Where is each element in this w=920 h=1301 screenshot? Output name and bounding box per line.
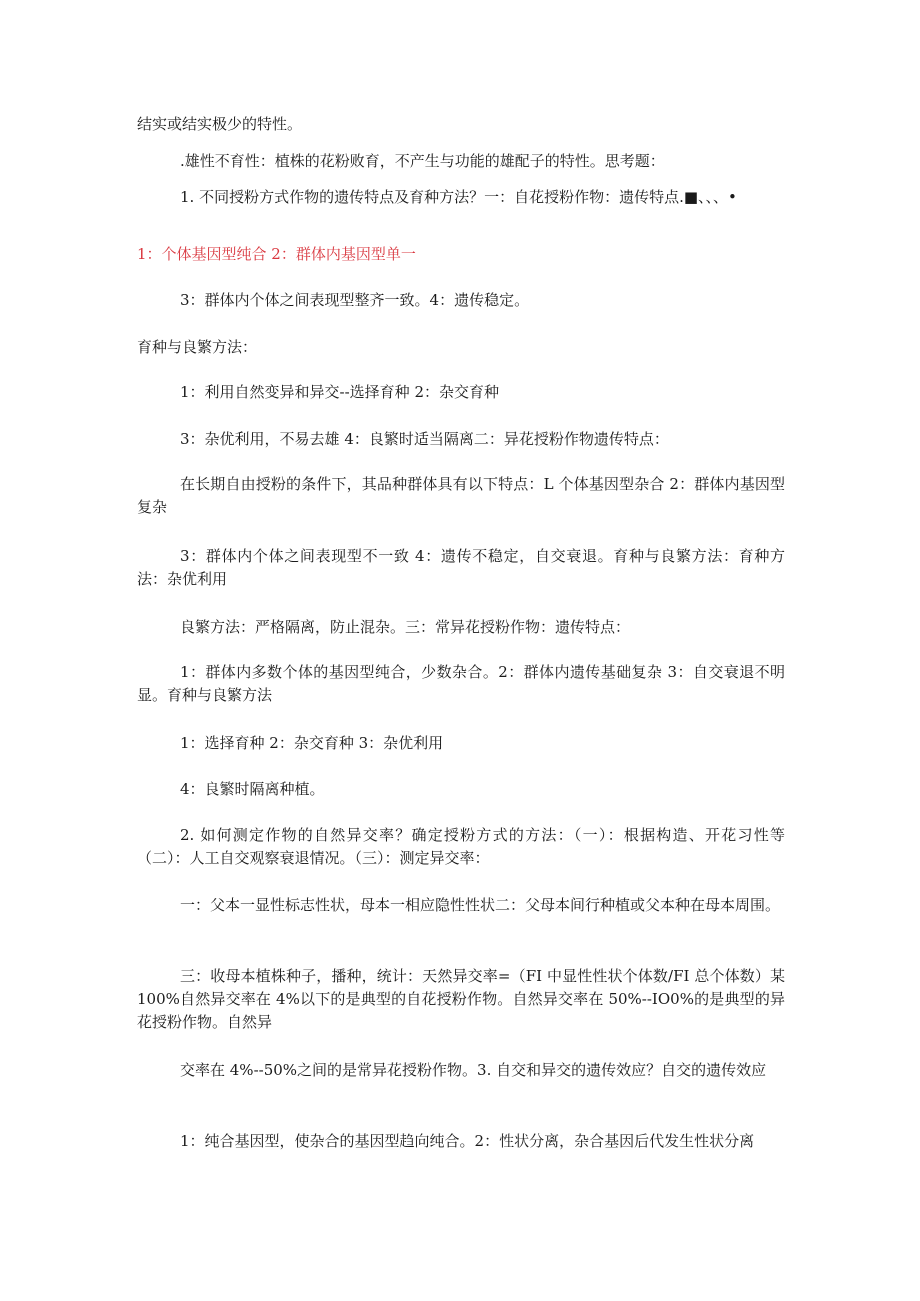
paragraph-8: 3：杂优利用，不易去雄 4：良繁时适当隔离二：异花授粉作物遗传特点： <box>180 430 669 448</box>
paragraph-2: .雄性不育性：植株的花粉败育，不产生与功能的雄配子的特性。思考题： <box>180 152 665 170</box>
paragraph-18: 交率在 4%--50%之间的是常异花授粉作物。3. 自交和异交的遗传效应？自交的遗传效应 <box>180 1061 767 1079</box>
paragraph-15: 2. 如何测定作物的自然异交率？确定授粉方式的方法：（一）：根据构造、开花习性等（二）：人工自交观察衰退情况。（三）：测定异交率： <box>137 826 785 867</box>
paragraph-7: 1：利用自然变异和异交--选择育种 2：杂交育种 <box>180 383 499 401</box>
paragraph-13: 1：选择育种 2：杂交育种 3：杂优利用 <box>180 734 444 752</box>
paragraph-10: 3：群体内个体之间表现型不一致 4：遗传不稳定，自交衰退。育种与良繁方法：育种方法：杂优利用 <box>137 547 785 588</box>
paragraph-6: 育种与良繁方法： <box>137 338 258 356</box>
paragraph-5: 3：群体内个体之间表现型整齐一致。4：遗传稳定。 <box>180 291 530 309</box>
paragraph-17: 三：收母本植株种子，播种，统计：天然异交率=（FI 中显性性状个体数/FI 总个体数）某 100%自然异交率在 4%以下的是典型的自花授粉作物。自然异交率在 50%--IO0%的是典型的异花授粉作物。自然异 <box>137 967 785 1031</box>
paragraph-4: 1：个体基因型纯合 2：群体内基因型单一 <box>137 245 416 263</box>
paragraph-9: 在长期自由授粉的条件下，其品种群体具有以下特点：L 个体基因型杂合 2：群体内基因型复杂 <box>137 475 785 516</box>
paragraph-11: 良繁方法：严格隔离，防止混杂。三：常异花授粉作物：遗传特点： <box>180 618 631 636</box>
paragraph-19: 1：纯合基因型，使杂合的基因型趋向纯合。2：性状分离，杂合基因后代发生性状分离 <box>180 1132 755 1150</box>
paragraph-12: 1：群体内多数个体的基因型纯合，少数杂合。2：群体内遗传基础复杂 3：自交衰退不明显。育种与良繁方法 <box>137 663 785 704</box>
paragraph-3: 1. 不同授粉方式作物的遗传特点及育种方法？一：自花授粉作物：遗传特点.■、、、• <box>180 188 737 206</box>
paragraph-14: 4：良繁时隔离种植。 <box>180 780 325 798</box>
paragraph-16: 一：父本一显性标志性状，母本一相应隐性性状二：父母本间行种植或父本种在母本周围。 <box>180 896 781 914</box>
paragraph-1: 结实或结实极少的特性。 <box>137 115 303 133</box>
